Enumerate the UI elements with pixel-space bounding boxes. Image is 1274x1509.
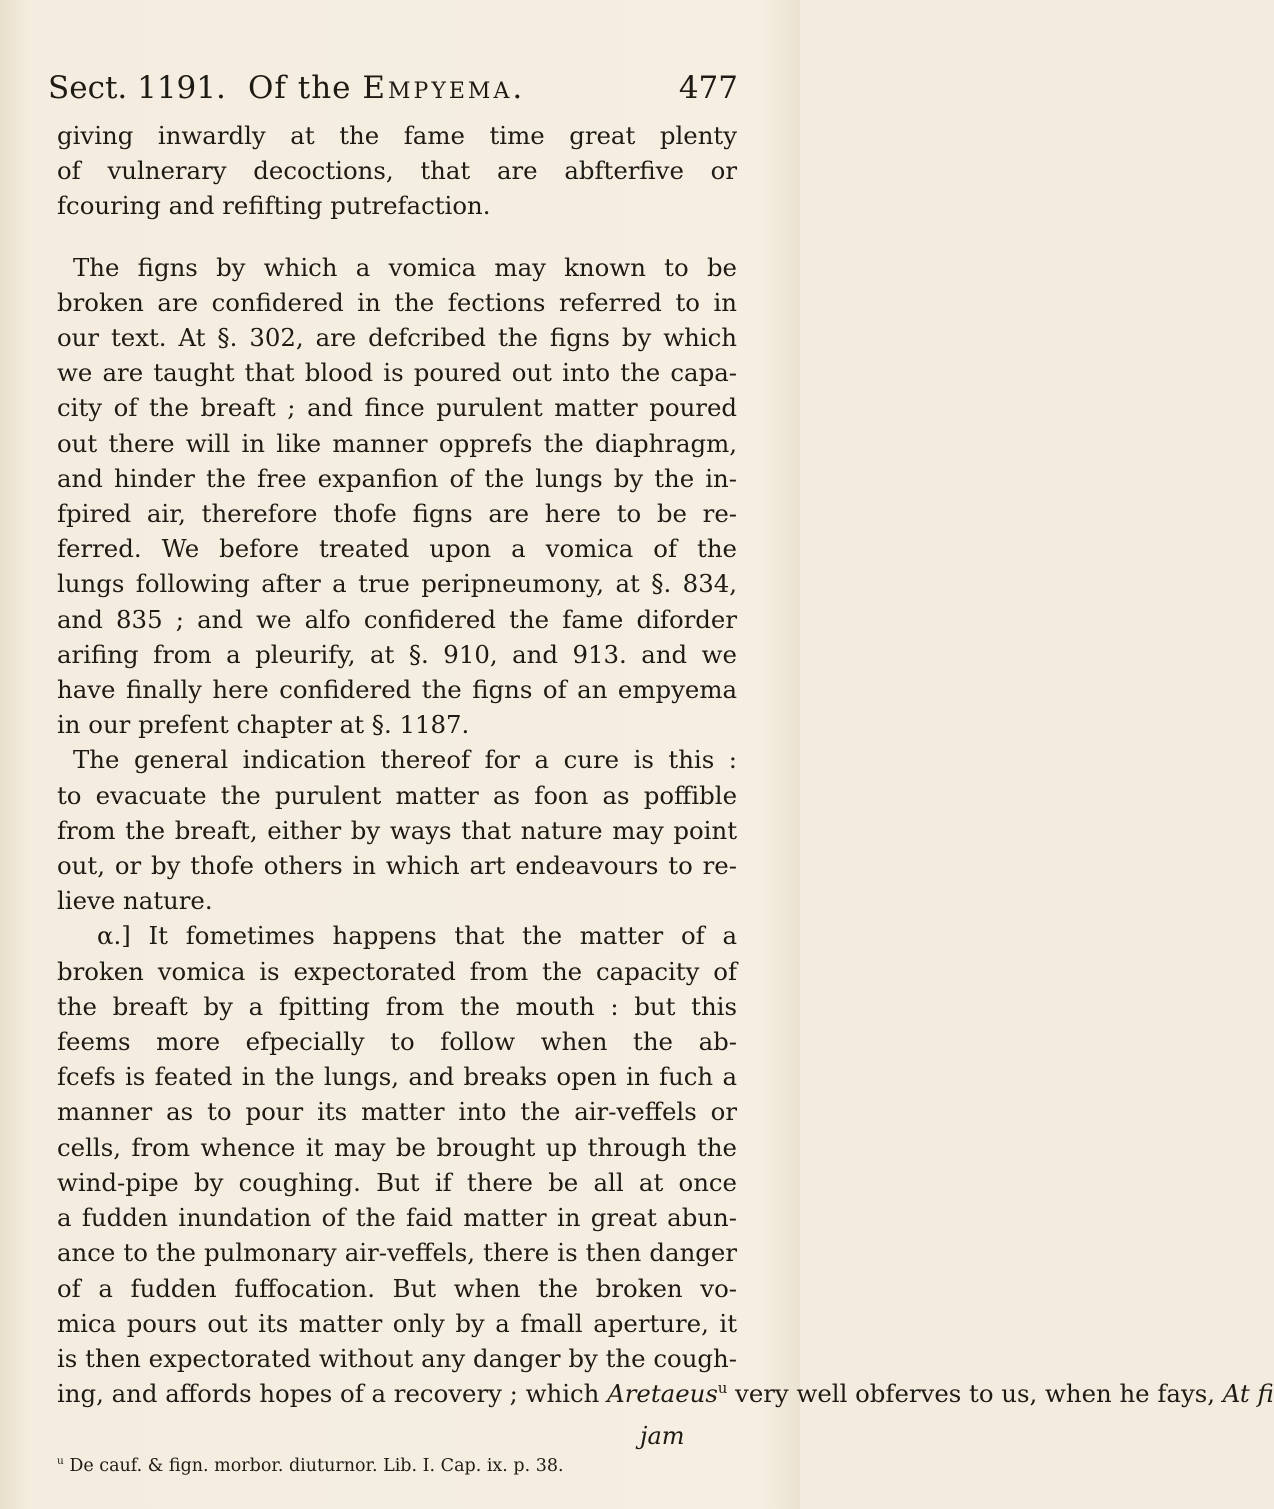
footnote-ref: u (717, 1379, 728, 1397)
footnote-text: De cauf. & fign. morbor. diuturnor. Lib. I. Cap. ix. p. 38. (63, 1456, 564, 1476)
author-name: Aretaeus (607, 1379, 718, 1409)
running-header (48, 70, 738, 120)
footnote (57, 1454, 737, 1478)
chapter-title: Of the Empyema. (248, 70, 526, 106)
catchword: jam (640, 1422, 685, 1450)
page-number: 477 (678, 70, 738, 106)
paragraph: The figns by which a vomica may known to be broken are confidered in the fections referred to in our text. At §. 302, are defcribed the figns by which we are taught that blood is poured out into the capa- city of the breaft ; and fince purulent matter poured out there will in like manner opprefs the diaphragm, and hinder the free expanfion of the lungs by the in- fpired air, therefore thofe figns are here to be re- ferred. We before treated upon a vomica of the lungs following after a true peripneumony, at §. 834, and 835 ; and we alfo confidered the fame diforder arifing from a pleurify, at §. 910, and 913. and we have finally here confidered the figns of an empyema in our prefent chapter at §. 1187. (57, 252, 737, 740)
paragraph: α.] It fometimes happens that the matter of a broken vomica is expectorated from the capacity of the breaft by a fpitting from the mouth : but this feems more efpecially to follow when the ab- fcefs is feated in the lungs, and breaks open in fuch a manner as to pour its matter into the air-veffels or cells, from whence it may be brought up through the wind-pipe by coughing. But if there be all at once a fudden inundation of the faid matter in great abun- ance to the pulmonary air-veffels, there is then danger of a fudden fuffocation. But when the broken vo- mica pours out its matter only by a fmall aperture, it is then expectorated without any danger by the cough- ing, and affords hopes of a recovery ; which Aretaeus$^u$ very well obferves to us, when he fays, At fi (57, 918, 737, 1411)
paragraph: The general indication thereof for a cure is this : to evacuate the purulent matter as foon as poffible from the breaft, either by ways that nature may point out, or by thofe others in which art endeavours to re- lieve nature. (57, 745, 737, 916)
body-text (57, 118, 1274, 1411)
quote-start: At fi (1222, 1379, 1274, 1409)
footnote-marker: u (57, 1455, 64, 1468)
section-number: Sect. 1191. (48, 70, 226, 106)
paragraph-line-with-citation: ing, and affords hopes of a recovery ; which Aretaeus$^u$ very well obferves to us, when he fays, At fi (57, 1379, 1274, 1409)
paragraph: giving inwardly at the fame time great plenty of vulnerary decoctions, that are abfterfive or fcouring and refifting putrefaction. (57, 121, 737, 221)
